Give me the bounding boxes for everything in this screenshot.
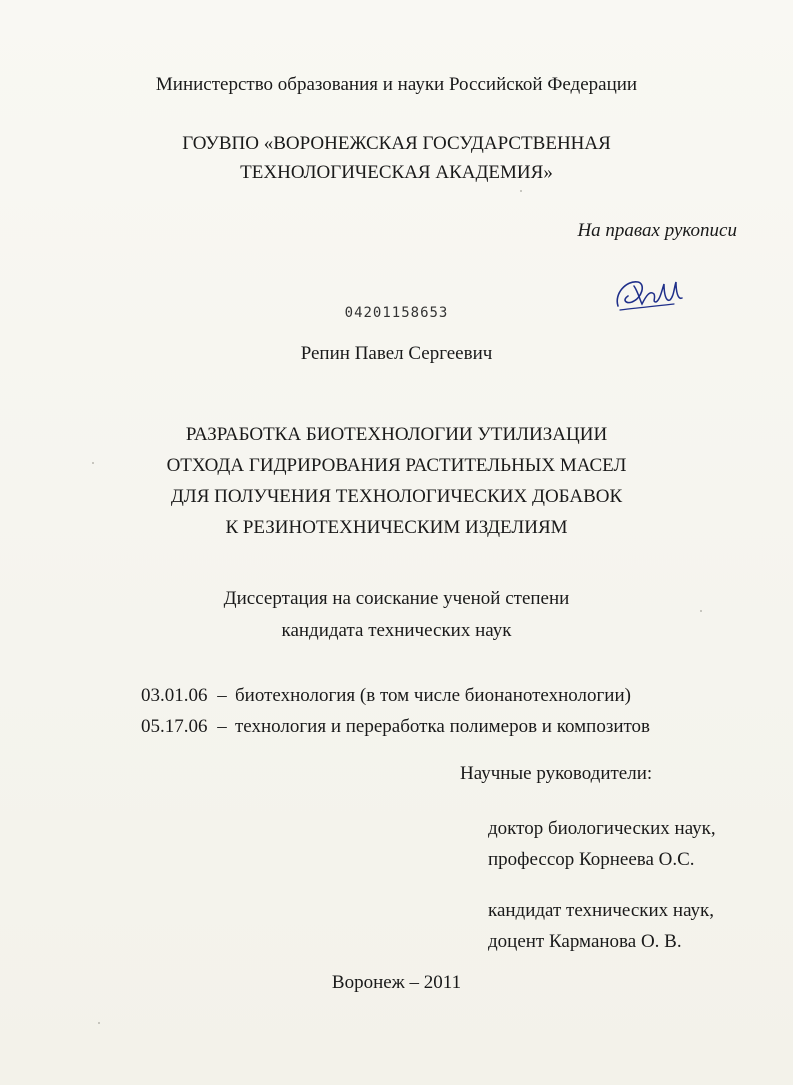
barcode-number: 04201158653 — [344, 305, 449, 321]
title-line-4: К РЕЗИНОТЕХНИЧЕСКИМ ИЗДЕЛИЯМ — [225, 517, 568, 538]
manuscript-note: На правах рукописи — [577, 220, 737, 241]
specialty-row — [141, 716, 650, 738]
supervisor-1-degree: доктор биологических наук, — [488, 818, 716, 839]
city-year: Воронеж – 2011 — [331, 972, 462, 993]
scan-speck — [92, 462, 94, 464]
degree-line-2: кандидата технических наук — [281, 620, 512, 641]
specialty-code: 05.17.06 — [141, 716, 208, 737]
supervisor-1-name: профессор Корнеева О.С. — [488, 849, 695, 870]
degree-line-1: Диссертация на соискание ученой степени — [223, 588, 570, 609]
scan-speck — [98, 1022, 100, 1024]
specialty-row — [141, 685, 631, 707]
institution-line-2: ТЕХНОЛОГИЧЕСКАЯ АКАДЕМИЯ» — [240, 162, 553, 183]
supervisors-heading: Научные руководители: — [460, 763, 653, 784]
ministry-name: Министерство образования и науки Российской Федерации — [155, 74, 638, 95]
author-name: Репин Павел Сергеевич — [300, 343, 493, 364]
supervisor-2-degree: кандидат технических наук, — [488, 900, 715, 921]
title-line-2: ОТХОДА ГИДРИРОВАНИЯ РАСТИТЕЛЬНЫХ МАСЕЛ — [166, 455, 627, 476]
institution-line-1: ГОУВПО «ВОРОНЕЖСКАЯ ГОСУДАРСТВЕННАЯ — [182, 133, 611, 154]
specialty-dash: – — [217, 716, 227, 737]
title-line-1: РАЗРАБОТКА БИОТЕХНОЛОГИИ УТИЛИЗАЦИИ — [185, 424, 608, 445]
specialty-name: биотехнология (в том числе бионанотехнологии) — [235, 685, 631, 706]
supervisor-2-name: доцент Карманова О. В. — [488, 931, 682, 952]
specialty-dash: – — [217, 685, 227, 706]
scan-speck — [700, 610, 702, 612]
title-line-3: ДЛЯ ПОЛУЧЕНИЯ ТЕХНОЛОГИЧЕСКИХ ДОБАВОК — [170, 486, 623, 507]
scan-speck — [520, 190, 522, 192]
specialty-code: 03.01.06 — [141, 685, 208, 706]
specialty-name: технология и переработка полимеров и композитов — [235, 716, 651, 737]
